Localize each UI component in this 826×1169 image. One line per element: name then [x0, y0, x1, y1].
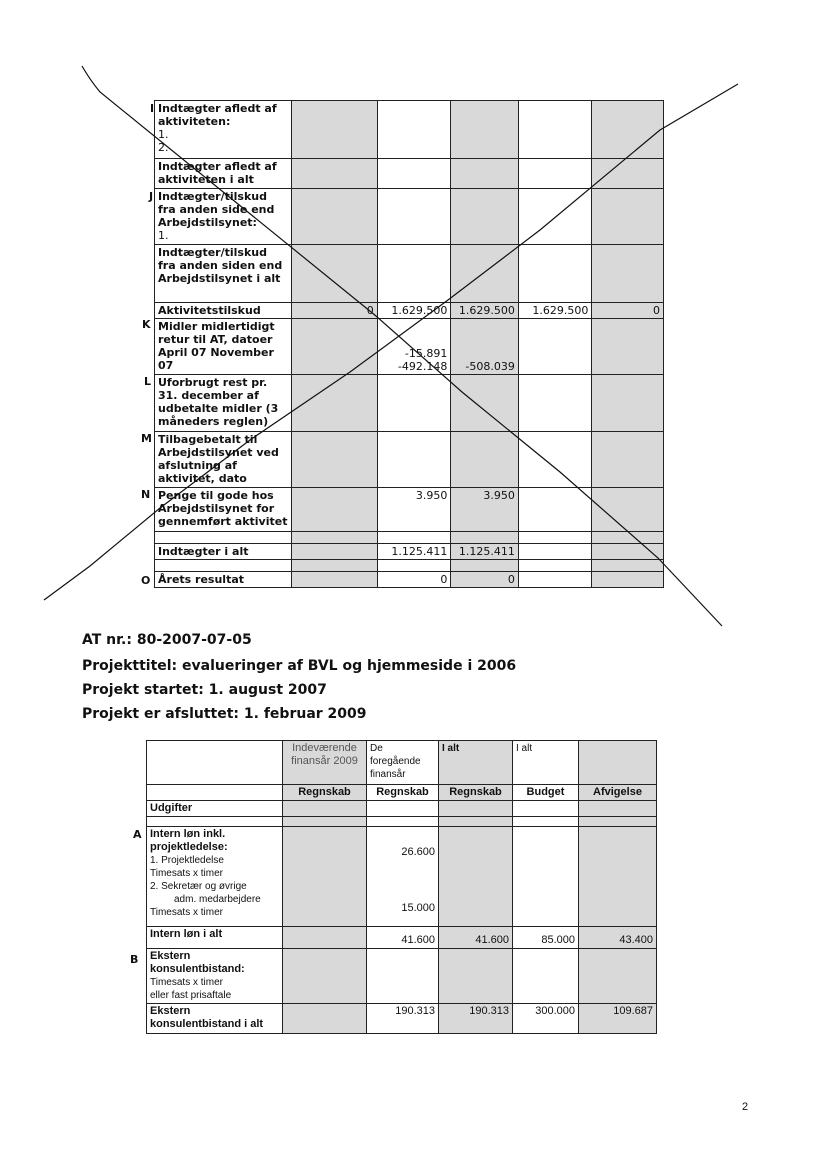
table-cell [377, 375, 451, 432]
table-cell: 41.600 [367, 927, 439, 949]
table-cell [451, 159, 518, 189]
table-row [147, 817, 657, 827]
row-label: Indtægter afledt af aktiviteten i alt [155, 159, 292, 189]
row-label [155, 189, 292, 245]
section-b-title: Ekstern konsulentbistand: [150, 950, 245, 975]
table-cell [592, 488, 664, 532]
table-cell [283, 1004, 367, 1034]
row-letter-j: J [149, 190, 154, 203]
row-label: Aktivitetstilskud [155, 303, 292, 319]
table-row [155, 488, 664, 532]
project-started: Projekt startet: 1. august 2007 [82, 682, 327, 698]
table-cell: 43.400 [579, 927, 657, 949]
table-cell [592, 560, 664, 572]
table-cell: 41.600 [439, 927, 513, 949]
table-row [155, 532, 664, 544]
table-cell [592, 319, 664, 375]
table-row [155, 159, 664, 189]
table-cell [291, 488, 377, 532]
sub-item: 1. [158, 128, 169, 141]
table-cell [439, 949, 513, 1004]
line-item: 1. Projektledelse [150, 855, 224, 866]
table-cell [283, 949, 367, 1004]
table-row [155, 572, 664, 588]
section-b-label [147, 949, 283, 1004]
table-cell [377, 560, 451, 572]
page-number: 2 [742, 1101, 749, 1113]
table-row [155, 189, 664, 245]
table-cell [451, 375, 518, 432]
table-row [147, 801, 657, 817]
table-cell [592, 375, 664, 432]
line-item: adm. medarbejdere [174, 894, 261, 905]
table-cell: 3.950 [451, 488, 518, 532]
table-cell: 85.000 [513, 927, 579, 949]
table-cell: 190.313 [367, 1004, 439, 1034]
table-cell [377, 432, 451, 488]
table-cell: 109.687 [579, 1004, 657, 1034]
value-projektledelse: 26.600 [401, 846, 435, 858]
table-cell [518, 245, 592, 303]
table-cell [439, 827, 513, 927]
table-cell [518, 544, 592, 560]
table-cell [513, 949, 579, 1004]
row-label: Årets resultat [155, 572, 292, 588]
table-cell: 1.629.500 [518, 303, 592, 319]
table-cell [439, 817, 513, 827]
header-regnskab-3: Regnskab [439, 785, 513, 801]
row-letter-n: N [141, 488, 151, 501]
table-cell: 3.950 [377, 488, 451, 532]
row-label [155, 101, 292, 159]
table-row [155, 245, 664, 303]
table-cell [518, 560, 592, 572]
income-table [154, 100, 664, 588]
table-row [147, 1004, 657, 1034]
table-row [155, 560, 664, 572]
row-letter-o: O [141, 574, 151, 587]
table-row [155, 432, 664, 488]
row-letter-l: L [144, 375, 152, 388]
table-cell [291, 189, 377, 245]
table-cell [367, 817, 439, 827]
table-cell [518, 101, 592, 159]
table-cell [367, 949, 439, 1004]
table-cell [592, 189, 664, 245]
table-cell [291, 245, 377, 303]
table-cell [579, 801, 657, 817]
table-cell [147, 741, 283, 785]
table-cell: -15.891 -492.148 [377, 319, 451, 375]
table-cell [579, 827, 657, 927]
table-row [155, 101, 664, 159]
table-cell [518, 319, 592, 375]
row-label: Midler midlertidigt retur til AT, datoer April 07 November 07 [155, 319, 292, 375]
header-current-year: Indeværende finansår 2009 [283, 741, 367, 785]
table-cell [283, 927, 367, 949]
table-cell [513, 817, 579, 827]
table-cell [283, 801, 367, 817]
table-cell [291, 319, 377, 375]
header-budget: Budget [513, 785, 579, 801]
header-regnskab-2: Regnskab [367, 785, 439, 801]
row-label: Indtægter i alt [155, 544, 292, 560]
table-cell [291, 101, 377, 159]
row-letter-i: I [150, 102, 155, 115]
header-regnskab-1: Regnskab [283, 785, 367, 801]
table-cell [518, 375, 592, 432]
row-label: Tilbagebetalt til Arbejdstilsynet ved afslutning af aktivitet, dato [155, 432, 292, 488]
table-cell [579, 741, 657, 785]
table-cell [155, 532, 292, 544]
table-cell [518, 488, 592, 532]
table-cell [367, 801, 439, 817]
row-letter-k: K [142, 318, 151, 331]
line-item: Timesats x timer [150, 977, 223, 988]
table-cell: 190.313 [439, 1004, 513, 1034]
table-cell [291, 544, 377, 560]
table-cell [377, 101, 451, 159]
line-item: eller fast prisaftale [150, 990, 232, 1001]
table-cell: 1.125.411 [377, 544, 451, 560]
table-cell [592, 159, 664, 189]
at-number: AT nr.: 80-2007-07-05 [82, 632, 252, 648]
expense-table [146, 740, 657, 1034]
table-cell [377, 159, 451, 189]
table-cell [451, 532, 518, 544]
table-row [147, 927, 657, 949]
table-cell [377, 189, 451, 245]
table-cell [451, 245, 518, 303]
table-cell [451, 432, 518, 488]
line-item: Timesats x timer [150, 907, 223, 918]
table-cell [377, 245, 451, 303]
table-cell: -508.039 [451, 319, 518, 375]
table-cell [291, 572, 377, 588]
value-sekretaer: 15.000 [401, 902, 435, 914]
line-item: Timesats x timer [150, 868, 223, 879]
table-cell [513, 801, 579, 817]
table-cell: 0 [451, 572, 518, 588]
table-row [147, 741, 657, 785]
table-row [155, 375, 664, 432]
project-ended: Projekt er afsluttet: 1. februar 2009 [82, 706, 367, 722]
table-row [147, 785, 657, 801]
table-cell [518, 432, 592, 488]
section-a-title: Intern løn inkl. projektledelse: [150, 828, 228, 853]
table-cell [291, 560, 377, 572]
table-cell [283, 827, 367, 927]
table-cell [377, 532, 451, 544]
table-cell: 0 [377, 572, 451, 588]
table-cell [518, 159, 592, 189]
table-cell [291, 375, 377, 432]
table-cell [592, 432, 664, 488]
table-cell [592, 532, 664, 544]
table-cell [592, 544, 664, 560]
table-cell: 1.629.500 [451, 303, 518, 319]
table-cell: 0 [291, 303, 377, 319]
table-cell [513, 827, 579, 927]
header-afvigelse: Afvigelse [579, 785, 657, 801]
table-cell: 1.629.500 [377, 303, 451, 319]
table-cell [518, 189, 592, 245]
sub-item: 1. [158, 229, 169, 242]
table-cell [592, 101, 664, 159]
row-letter-b: B [130, 953, 139, 966]
project-title: Projekttitel: evalueringer af BVL og hjemmeside i 2006 [82, 658, 517, 674]
table-cell [291, 159, 377, 189]
table-cell [283, 817, 367, 827]
table-cell [291, 532, 377, 544]
table-row [155, 319, 664, 375]
row-label: Penge til gode hos Arbejdstilsynet for gennemført aktivitet [155, 488, 292, 532]
table-cell [451, 189, 518, 245]
header-previous-years: De foregående finansår [367, 741, 439, 785]
table-cell [367, 827, 439, 927]
header-total-budget: I alt [513, 741, 579, 785]
table-row [155, 544, 664, 560]
table-row [147, 827, 657, 927]
header-total: I alt [439, 741, 513, 785]
table-cell [592, 245, 664, 303]
table-cell [579, 949, 657, 1004]
table-cell: 1.125.411 [451, 544, 518, 560]
table-cell [518, 532, 592, 544]
row-letter-m: M [141, 432, 152, 445]
table-cell [579, 817, 657, 827]
table-cell [451, 101, 518, 159]
table-cell [439, 801, 513, 817]
udgifter-label: Udgifter [147, 801, 283, 817]
row-label-text: Indtægter/tilskud fra anden side end Arbejdstilsynet: [158, 190, 275, 229]
table-cell: 0 [592, 303, 664, 319]
table-cell [592, 572, 664, 588]
sub-item: 2. [158, 141, 169, 154]
row-label: Uforbrugt rest pr. 31. december af udbetalte midler (3 måneders reglen) [155, 375, 292, 432]
table-cell [147, 785, 283, 801]
table-cell [147, 817, 283, 827]
row-label: Indtægter/tilskud fra anden siden end Arbejdstilsynet i alt [155, 245, 292, 303]
table-cell [155, 560, 292, 572]
table-row [155, 303, 664, 319]
table-row [147, 949, 657, 1004]
table-cell [518, 572, 592, 588]
row-letter-a: A [133, 828, 142, 841]
row-label: Ekstern konsulentbistand i alt [147, 1004, 283, 1034]
row-label: Intern løn i alt [147, 927, 283, 949]
table-cell [291, 432, 377, 488]
line-item: 2. Sekretær og øvrige [150, 881, 247, 892]
section-a-label [147, 827, 283, 927]
table-cell [451, 560, 518, 572]
row-label-text: Indtægter afledt af aktiviteten: [158, 102, 277, 128]
table-cell: 300.000 [513, 1004, 579, 1034]
